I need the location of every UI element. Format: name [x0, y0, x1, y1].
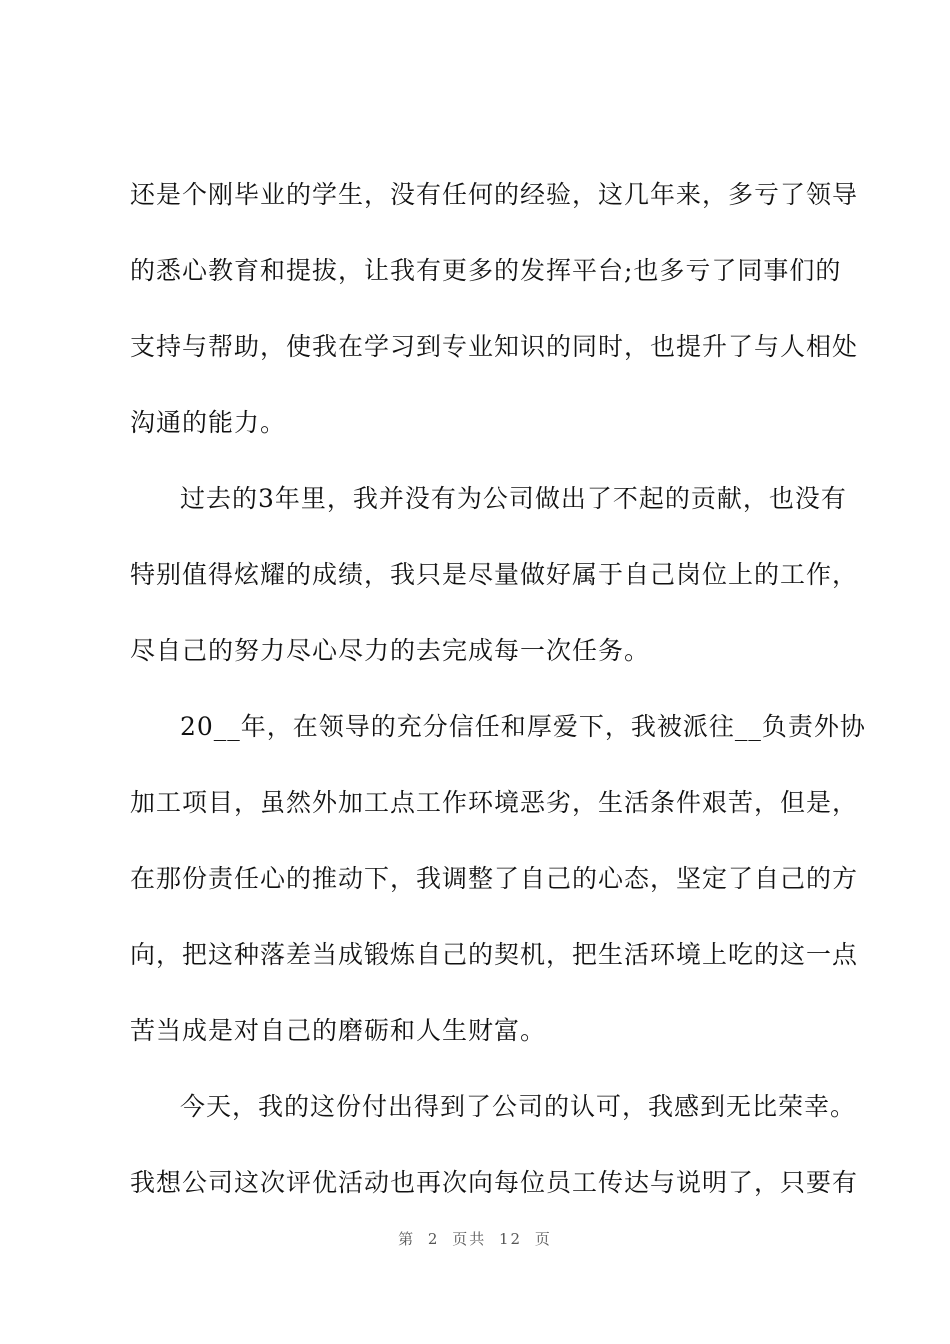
body-line-1: 还是个刚毕业的学生，没有任何的经验，这几年来，多亏了领导: [130, 180, 859, 209]
body-line-12: 苦当成是对自己的磨砺和人生财富。: [130, 1016, 547, 1045]
body-line-6: 特别值得炫耀的成绩，我只是尽量做好属于自己岗位上的工作，: [130, 560, 859, 589]
body-line-3: 支持与帮助，使我在学习到专业知识的同时，也提升了与人相处: [130, 332, 859, 361]
body-line-14: 我想公司这次评优活动也再次向每位员工传达与说明了，只要有: [130, 1168, 859, 1197]
body-line-9: 加工项目，虽然外加工点工作环境恶劣，生活条件艰苦，但是，: [130, 788, 859, 817]
body-line-11: 向，把这种落差当成锻炼自己的契机，把生活环境上吃的这一点: [130, 940, 859, 969]
body-line-10: 在那份责任心的推动下，我调整了自己的心态，坚定了自己的方: [130, 864, 859, 893]
page-number-footer: 第 2 页共 12 页: [398, 1230, 552, 1248]
body-line-13: 今天，我的这份付出得到了公司的认可，我感到无比荣幸。: [180, 1092, 857, 1121]
body-line-4: 沟通的能力。: [130, 408, 287, 437]
body-line-2: 的悉心教育和提拔，让我有更多的发挥平台;也多亏了同事们的: [130, 256, 842, 285]
body-line-7: 尽自己的努力尽心尽力的去完成每一次任务。: [130, 636, 651, 665]
body-line-5: 过去的3年里，我并没有为公司做出了不起的贡献，也没有: [180, 484, 847, 513]
body-line-8: 20__年，在领导的充分信任和厚爱下，我被派往__负责外协: [180, 712, 866, 741]
